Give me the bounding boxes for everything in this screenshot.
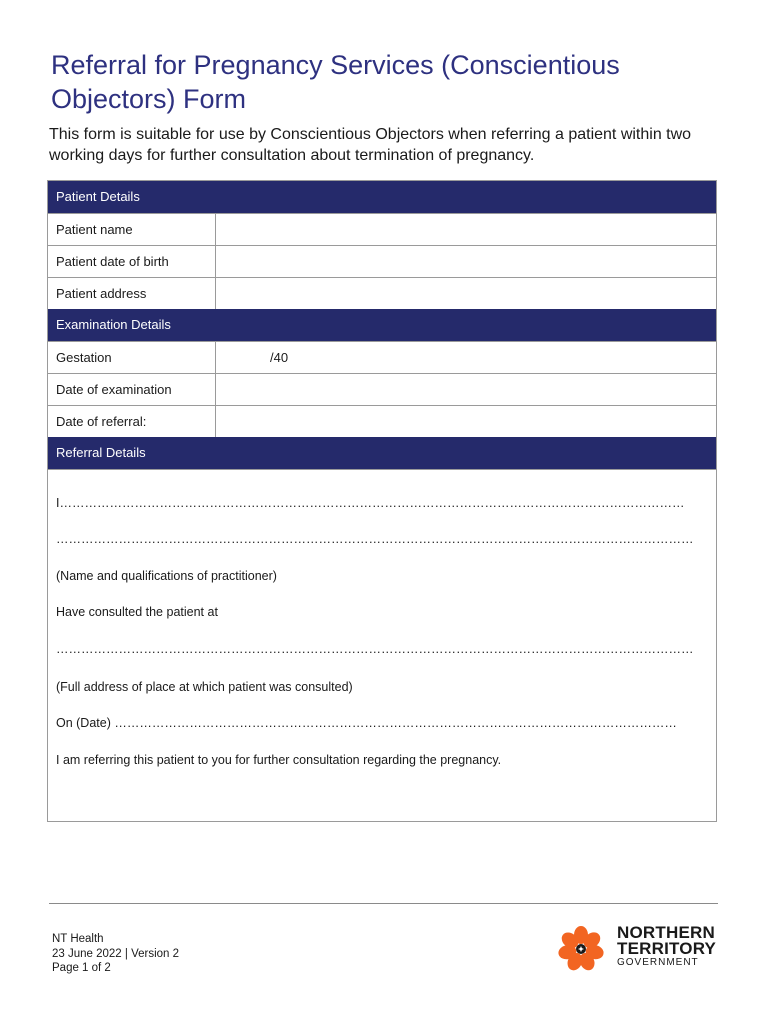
referral-details-body[interactable] [48, 469, 716, 821]
footer-info [52, 932, 179, 976]
exam-date-label: Date of examination [48, 374, 216, 405]
patient-dob-label: Patient date of birth [48, 246, 216, 277]
intro-text: This form is suitable for use by Conscientious Objectors when referring a patient within two working days for further consultation about termination of pregnancy. [49, 126, 692, 164]
referral-form [47, 180, 717, 822]
patient-details-heading: Patient Details [48, 181, 716, 213]
logo-text-government: GOVERNMENT [617, 957, 699, 968]
referring-statement: I am referring this patient to you for further consultation regarding the pregnancy. [56, 753, 502, 767]
referral-date-field[interactable] [216, 406, 716, 437]
footer-page-number: Page 1 of 2 [52, 962, 111, 974]
practitioner-note: (Name and qualifications of practitioner) [56, 569, 277, 583]
logo-text-northern: NORTHERN [617, 923, 715, 942]
nt-government-logo [557, 921, 722, 977]
address-note: (Full address of place at which patient was consulted) [56, 680, 353, 694]
practitioner-line-2[interactable]: ……………………………………………………………………………………………………………………………………… [56, 532, 694, 546]
consulted-at-text: Have consulted the patient at [56, 605, 218, 619]
gestation-suffix: /40 [270, 350, 289, 365]
patient-dob-field[interactable] [216, 246, 716, 277]
patient-name-field[interactable] [216, 214, 716, 245]
logo-text-territory: TERRITORY [617, 939, 717, 958]
patient-name-row [48, 213, 716, 245]
footer-divider [49, 903, 718, 904]
referral-date-label: Date of referral: [48, 406, 216, 437]
exam-date-field[interactable] [216, 374, 716, 405]
on-date-line[interactable]: On (Date) ……………………………………………………………………………………………………………………… [56, 716, 677, 730]
practitioner-line-1[interactable]: I…………………………………………………………………………………………………………………………………… [56, 496, 685, 510]
patient-address-field[interactable] [216, 278, 716, 309]
page-title: Referral for Pregnancy Services (Conscientious Objectors) Form [51, 50, 620, 114]
patient-address-label: Patient address [48, 278, 216, 309]
referral-date-row [48, 405, 716, 437]
patient-dob-row [48, 245, 716, 277]
examination-details-heading: Examination Details [48, 309, 716, 341]
footer-date-version: 23 June 2022 | Version 2 [52, 947, 180, 960]
gestation-field[interactable] [216, 342, 716, 373]
patient-address-row [48, 277, 716, 309]
flower-logo-icon [557, 921, 613, 977]
exam-date-row [48, 373, 716, 405]
footer-org: NT Health [52, 933, 104, 945]
gestation-row [48, 341, 716, 373]
patient-name-label: Patient name [48, 214, 216, 245]
consultation-address-line[interactable]: ……………………………………………………………………………………………………………………………………… [56, 642, 694, 656]
gestation-label: Gestation [48, 342, 216, 373]
referral-details-heading: Referral Details [48, 437, 716, 469]
